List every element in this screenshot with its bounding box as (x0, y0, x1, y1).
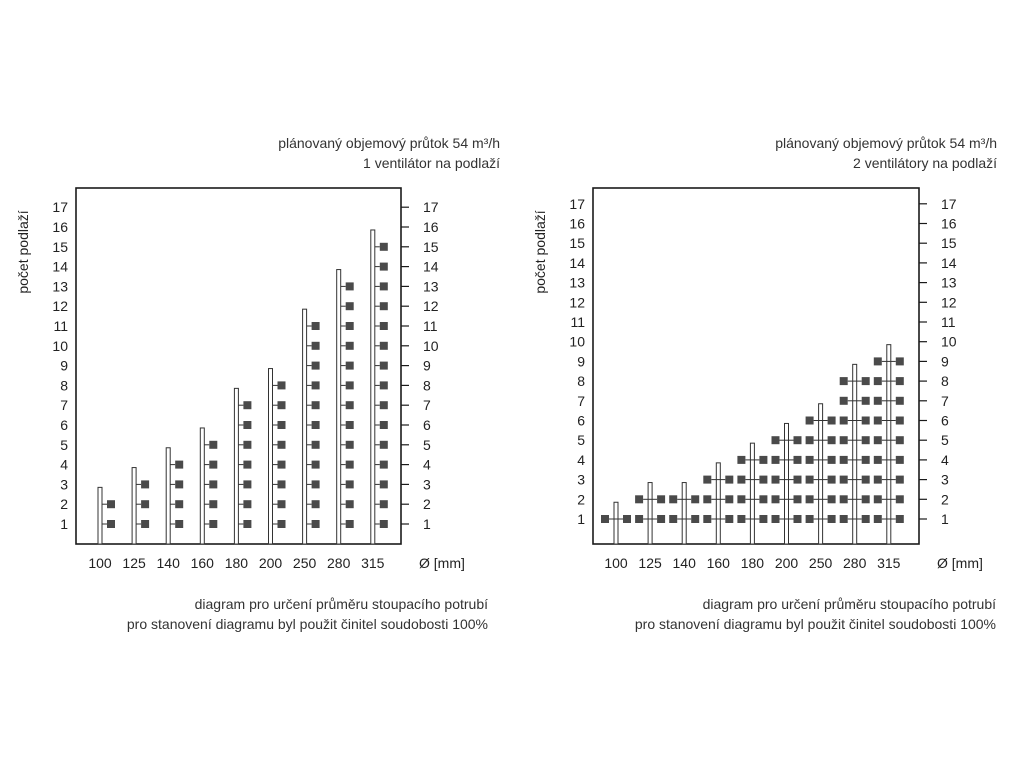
riser-250 (819, 404, 823, 544)
fan-marker-right-180-4 (759, 456, 767, 464)
fan-marker-right-315-3 (896, 476, 904, 484)
fan-marker-180-7 (243, 401, 251, 409)
y-tick-right-10: 10 (941, 333, 957, 350)
fan-marker-left-250-6 (806, 417, 814, 425)
fan-marker-250-8 (312, 381, 320, 389)
fan-marker-left-315-4 (874, 456, 882, 464)
fan-marker-250-1 (312, 520, 320, 528)
riser-280 (853, 364, 857, 544)
x-tick-315: 315 (361, 555, 385, 571)
y-tick-left-14: 14 (569, 254, 585, 271)
x-tick-125: 125 (638, 555, 662, 571)
y-tick-right-15: 15 (423, 238, 439, 255)
fan-marker-200-6 (278, 421, 286, 429)
y-tick-left-5: 5 (60, 436, 68, 453)
riser-140 (166, 448, 170, 544)
riser-160 (716, 463, 720, 544)
fan-marker-140-4 (175, 461, 183, 469)
fan-marker-140-2 (175, 500, 183, 508)
fan-marker-180-2 (243, 500, 251, 508)
x-tick-100: 100 (604, 555, 628, 571)
fan-marker-315-10 (380, 342, 388, 350)
y-tick-left-3: 3 (577, 471, 585, 488)
y-tick-left-9: 9 (577, 353, 585, 370)
fan-marker-right-250-1 (828, 515, 836, 523)
x-tick-160: 160 (190, 555, 214, 571)
fan-marker-180-5 (243, 441, 251, 449)
y-tick-left-14: 14 (52, 258, 68, 275)
fan-marker-160-2 (209, 500, 217, 508)
riser-125 (132, 468, 136, 544)
fan-marker-left-200-1 (772, 515, 780, 523)
y-tick-right-2: 2 (423, 496, 431, 513)
fan-marker-160-4 (209, 461, 217, 469)
fan-marker-left-315-1 (874, 515, 882, 523)
fan-marker-right-200-4 (794, 456, 802, 464)
fan-marker-250-9 (312, 362, 320, 370)
x-tick-280: 280 (327, 555, 351, 571)
fan-marker-200-3 (278, 480, 286, 488)
right-header-fans: 2 ventilátory na podlaží (853, 155, 997, 171)
fan-marker-right-180-3 (759, 476, 767, 484)
fan-marker-left-180-3 (737, 476, 745, 484)
fan-marker-280-11 (346, 322, 354, 330)
fan-marker-right-280-1 (862, 515, 870, 523)
y-tick-left-16: 16 (569, 215, 585, 232)
fan-marker-200-2 (278, 500, 286, 508)
x-unit-label: Ø [mm] (419, 555, 465, 571)
fan-marker-left-280-6 (840, 417, 848, 425)
y-tick-right-4: 4 (941, 451, 949, 468)
fan-marker-left-125-2 (635, 495, 643, 503)
fan-marker-315-8 (380, 381, 388, 389)
fan-marker-315-12 (380, 302, 388, 310)
fan-marker-left-315-5 (874, 436, 882, 444)
y-tick-left-16: 16 (52, 219, 68, 235)
y-tick-right-9: 9 (423, 357, 431, 374)
fan-marker-right-160-1 (725, 515, 733, 523)
y-tick-left-7: 7 (577, 392, 585, 409)
fan-marker-315-11 (380, 322, 388, 330)
y-tick-right-2: 2 (941, 491, 949, 508)
y-tick-right-16: 16 (423, 219, 439, 235)
y-tick-right-5: 5 (941, 432, 949, 449)
y-tick-left-3: 3 (60, 476, 68, 493)
fan-marker-315-1 (380, 520, 388, 528)
x-tick-180: 180 (740, 555, 765, 571)
fan-marker-250-3 (312, 480, 320, 488)
y-tick-right-10: 10 (423, 337, 439, 354)
fan-marker-left-315-6 (874, 417, 882, 425)
y-tick-left-17: 17 (52, 199, 68, 216)
fan-marker-left-200-5 (772, 436, 780, 444)
y-tick-left-13: 13 (52, 278, 68, 295)
y-tick-right-3: 3 (423, 476, 431, 493)
y-tick-left-15: 15 (569, 235, 585, 252)
fan-marker-right-250-2 (828, 495, 836, 503)
fan-marker-left-200-3 (772, 476, 780, 484)
fan-marker-250-6 (312, 421, 320, 429)
fan-marker-200-1 (278, 520, 286, 528)
fan-marker-left-180-1 (737, 515, 745, 523)
y-tick-left-8: 8 (577, 373, 585, 390)
fan-marker-right-280-6 (862, 417, 870, 425)
fan-marker-right-315-7 (896, 397, 904, 405)
fan-marker-250-5 (312, 441, 320, 449)
fan-marker-right-315-8 (896, 377, 904, 385)
y-tick-left-17: 17 (569, 195, 585, 212)
y-tick-right-1: 1 (941, 511, 949, 527)
fan-marker-250-4 (312, 461, 320, 469)
fan-marker-left-125-1 (635, 515, 643, 523)
fan-marker-left-315-9 (874, 357, 882, 365)
fan-marker-left-280-4 (840, 456, 848, 464)
x-tick-160: 160 (706, 555, 730, 571)
fan-marker-left-200-4 (772, 456, 780, 464)
y-tick-right-17: 17 (423, 199, 439, 216)
right-header-flow: plánovaný objemový průtok 54 m³/h (775, 135, 997, 151)
fan-marker-140-3 (175, 480, 183, 488)
y-tick-left-1: 1 (60, 516, 68, 532)
fan-marker-160-5 (209, 441, 217, 449)
fan-marker-280-6 (346, 421, 354, 429)
fan-marker-right-200-3 (794, 476, 802, 484)
fan-marker-315-6 (380, 421, 388, 429)
y-tick-left-10: 10 (52, 337, 68, 354)
fan-marker-left-280-7 (840, 397, 848, 405)
y-tick-left-11: 11 (570, 314, 585, 330)
diagram-frame (593, 188, 919, 544)
y-tick-left-12: 12 (52, 298, 68, 315)
y-tick-right-15: 15 (941, 235, 957, 252)
y-tick-right-3: 3 (941, 471, 949, 488)
fan-marker-right-140-1 (691, 515, 699, 523)
fan-marker-left-280-5 (840, 436, 848, 444)
fan-marker-right-315-9 (896, 357, 904, 365)
fan-marker-right-250-3 (828, 476, 836, 484)
fan-marker-right-200-2 (794, 495, 802, 503)
riser-315 (887, 345, 891, 544)
y-tick-left-9: 9 (60, 357, 68, 374)
fan-marker-315-7 (380, 401, 388, 409)
fan-marker-left-315-3 (874, 476, 882, 484)
fan-marker-left-180-4 (737, 456, 745, 464)
left-header-flow: plánovaný objemový průtok 54 m³/h (278, 135, 500, 151)
fan-marker-right-250-6 (828, 417, 836, 425)
fan-marker-left-315-7 (874, 397, 882, 405)
fan-marker-left-160-3 (703, 476, 711, 484)
fan-marker-280-2 (346, 500, 354, 508)
y-axis-label: počet podlaží (532, 210, 548, 294)
y-tick-right-11: 11 (423, 318, 438, 334)
y-tick-left-4: 4 (60, 456, 68, 473)
y-tick-right-8: 8 (423, 377, 431, 394)
fan-marker-left-140-1 (669, 515, 677, 523)
fan-marker-left-250-2 (806, 495, 814, 503)
fan-marker-315-14 (380, 263, 388, 271)
fan-marker-315-3 (380, 480, 388, 488)
right-header (775, 133, 997, 173)
fan-marker-280-7 (346, 401, 354, 409)
fan-marker-right-250-5 (828, 436, 836, 444)
x-tick-140: 140 (156, 555, 180, 571)
y-tick-right-7: 7 (941, 392, 949, 409)
fan-marker-right-200-1 (794, 515, 802, 523)
riser-160 (200, 428, 204, 544)
left-header (278, 133, 500, 173)
fan-marker-315-15 (380, 243, 388, 251)
y-tick-left-12: 12 (569, 294, 585, 311)
fan-marker-left-200-2 (772, 495, 780, 503)
fan-marker-left-180-2 (737, 495, 745, 503)
left-footer-title: diagram pro určení průměru stoupacího potrubí (194, 596, 488, 612)
fan-marker-200-7 (278, 401, 286, 409)
fan-marker-250-7 (312, 401, 320, 409)
right-riser-diagram (528, 180, 998, 580)
fan-marker-left-315-2 (874, 495, 882, 503)
fan-marker-200-8 (278, 381, 286, 389)
riser-180 (750, 443, 754, 544)
fan-marker-right-315-6 (896, 417, 904, 425)
fan-marker-280-4 (346, 461, 354, 469)
y-tick-right-5: 5 (423, 436, 431, 453)
fan-marker-100-2 (107, 500, 115, 508)
y-tick-left-2: 2 (60, 496, 68, 513)
diagram-frame (76, 188, 401, 544)
fan-marker-125-2 (141, 500, 149, 508)
fan-marker-left-280-2 (840, 495, 848, 503)
y-tick-left-6: 6 (577, 412, 585, 429)
y-tick-left-2: 2 (577, 491, 585, 508)
y-tick-right-11: 11 (941, 314, 956, 330)
riser-315 (371, 230, 375, 544)
fan-marker-left-250-1 (806, 515, 814, 523)
fan-marker-right-160-2 (725, 495, 733, 503)
x-tick-180: 180 (224, 555, 249, 571)
x-tick-250: 250 (292, 555, 317, 571)
x-unit-label: Ø [mm] (937, 555, 983, 571)
fan-marker-left-100-1 (601, 515, 609, 523)
fan-marker-left-250-3 (806, 476, 814, 484)
fan-marker-200-5 (278, 441, 286, 449)
y-tick-left-6: 6 (60, 417, 68, 433)
fan-marker-right-160-3 (725, 476, 733, 484)
fan-marker-right-180-1 (759, 515, 767, 523)
fan-marker-left-280-3 (840, 476, 848, 484)
y-tick-right-17: 17 (941, 195, 957, 212)
fan-marker-250-10 (312, 342, 320, 350)
fan-marker-left-280-1 (840, 515, 848, 523)
left-riser-diagram (10, 180, 480, 580)
x-tick-200: 200 (258, 555, 283, 571)
fan-marker-right-280-8 (862, 377, 870, 385)
fan-marker-280-8 (346, 381, 354, 389)
x-tick-280: 280 (843, 555, 867, 571)
fan-marker-180-1 (243, 520, 251, 528)
riser-100 (98, 487, 102, 544)
left-header-fans: 1 ventilátor na podlaží (363, 155, 500, 171)
y-tick-right-14: 14 (941, 254, 957, 271)
riser-280 (337, 270, 341, 544)
fan-marker-right-280-4 (862, 456, 870, 464)
fan-marker-315-4 (380, 461, 388, 469)
fan-marker-right-315-4 (896, 456, 904, 464)
fan-marker-250-11 (312, 322, 320, 330)
riser-200 (269, 369, 273, 544)
riser-140 (682, 483, 686, 544)
fan-marker-160-1 (209, 520, 217, 528)
y-tick-left-5: 5 (577, 432, 585, 449)
y-tick-left-10: 10 (569, 333, 585, 350)
fan-marker-315-9 (380, 362, 388, 370)
fan-marker-280-12 (346, 302, 354, 310)
x-tick-100: 100 (88, 555, 112, 571)
fan-marker-right-315-5 (896, 436, 904, 444)
y-tick-right-4: 4 (423, 456, 431, 473)
fan-marker-right-250-4 (828, 456, 836, 464)
y-tick-right-14: 14 (423, 258, 439, 275)
fan-marker-right-125-1 (657, 515, 665, 523)
y-tick-right-9: 9 (941, 353, 949, 370)
y-tick-right-7: 7 (423, 397, 431, 414)
fan-marker-right-280-3 (862, 476, 870, 484)
fan-marker-right-100-1 (623, 515, 631, 523)
fan-marker-160-3 (209, 480, 217, 488)
fan-marker-right-280-5 (862, 436, 870, 444)
y-tick-left-13: 13 (569, 274, 585, 291)
y-tick-right-12: 12 (941, 294, 957, 311)
fan-marker-right-200-5 (794, 436, 802, 444)
fan-marker-280-3 (346, 480, 354, 488)
fan-marker-left-140-2 (669, 495, 677, 503)
fan-marker-180-4 (243, 461, 251, 469)
x-tick-250: 250 (808, 555, 833, 571)
y-tick-right-8: 8 (941, 373, 949, 390)
riser-100 (614, 502, 618, 544)
riser-200 (785, 423, 789, 544)
y-tick-right-16: 16 (941, 215, 957, 232)
fan-marker-180-3 (243, 480, 251, 488)
riser-180 (234, 388, 238, 544)
riser-125 (648, 483, 652, 544)
fan-marker-right-315-2 (896, 495, 904, 503)
fan-marker-left-280-8 (840, 377, 848, 385)
fan-marker-125-3 (141, 480, 149, 488)
fan-marker-200-4 (278, 461, 286, 469)
y-tick-right-1: 1 (423, 516, 431, 532)
fan-marker-right-125-2 (657, 495, 665, 503)
x-tick-200: 200 (774, 555, 799, 571)
fan-marker-180-6 (243, 421, 251, 429)
fan-marker-280-10 (346, 342, 354, 350)
y-tick-right-12: 12 (423, 298, 439, 315)
riser-250 (303, 309, 307, 544)
x-tick-140: 140 (672, 555, 696, 571)
y-tick-right-6: 6 (941, 412, 949, 429)
fan-marker-280-5 (346, 441, 354, 449)
fan-marker-100-1 (107, 520, 115, 528)
left-footer-note: pro stanovení diagramu byl použit činitel soudobosti 100% (126, 616, 488, 632)
fan-marker-315-5 (380, 441, 388, 449)
fan-marker-280-13 (346, 282, 354, 290)
y-tick-left-4: 4 (577, 451, 585, 468)
fan-marker-280-1 (346, 520, 354, 528)
fan-marker-right-140-2 (691, 495, 699, 503)
y-tick-left-1: 1 (577, 511, 585, 527)
y-tick-right-13: 13 (941, 274, 957, 291)
fan-marker-left-160-1 (703, 515, 711, 523)
y-tick-left-15: 15 (52, 238, 68, 255)
right-footer (635, 594, 996, 634)
fan-marker-315-13 (380, 282, 388, 290)
fan-marker-left-315-8 (874, 377, 882, 385)
right-footer-title: diagram pro určení průměru stoupacího potrubí (702, 596, 996, 612)
fan-marker-250-2 (312, 500, 320, 508)
y-tick-right-13: 13 (423, 278, 439, 295)
left-footer (127, 594, 488, 634)
y-tick-left-7: 7 (60, 397, 68, 414)
fan-marker-left-250-4 (806, 456, 814, 464)
y-axis-label: počet podlaží (15, 210, 31, 294)
fan-marker-left-160-2 (703, 495, 711, 503)
fan-marker-140-1 (175, 520, 183, 528)
fan-marker-125-1 (141, 520, 149, 528)
x-tick-125: 125 (122, 555, 146, 571)
fan-marker-right-280-2 (862, 495, 870, 503)
y-tick-right-6: 6 (423, 417, 431, 433)
fan-marker-right-280-7 (862, 397, 870, 405)
fan-marker-280-9 (346, 362, 354, 370)
y-tick-left-11: 11 (53, 318, 68, 334)
fan-marker-right-315-1 (896, 515, 904, 523)
fan-marker-315-2 (380, 500, 388, 508)
y-tick-left-8: 8 (60, 377, 68, 394)
fan-marker-right-180-2 (759, 495, 767, 503)
right-footer-note: pro stanovení diagramu byl použit činitel soudobosti 100% (634, 616, 996, 632)
x-tick-315: 315 (877, 555, 901, 571)
fan-marker-left-250-5 (806, 436, 814, 444)
